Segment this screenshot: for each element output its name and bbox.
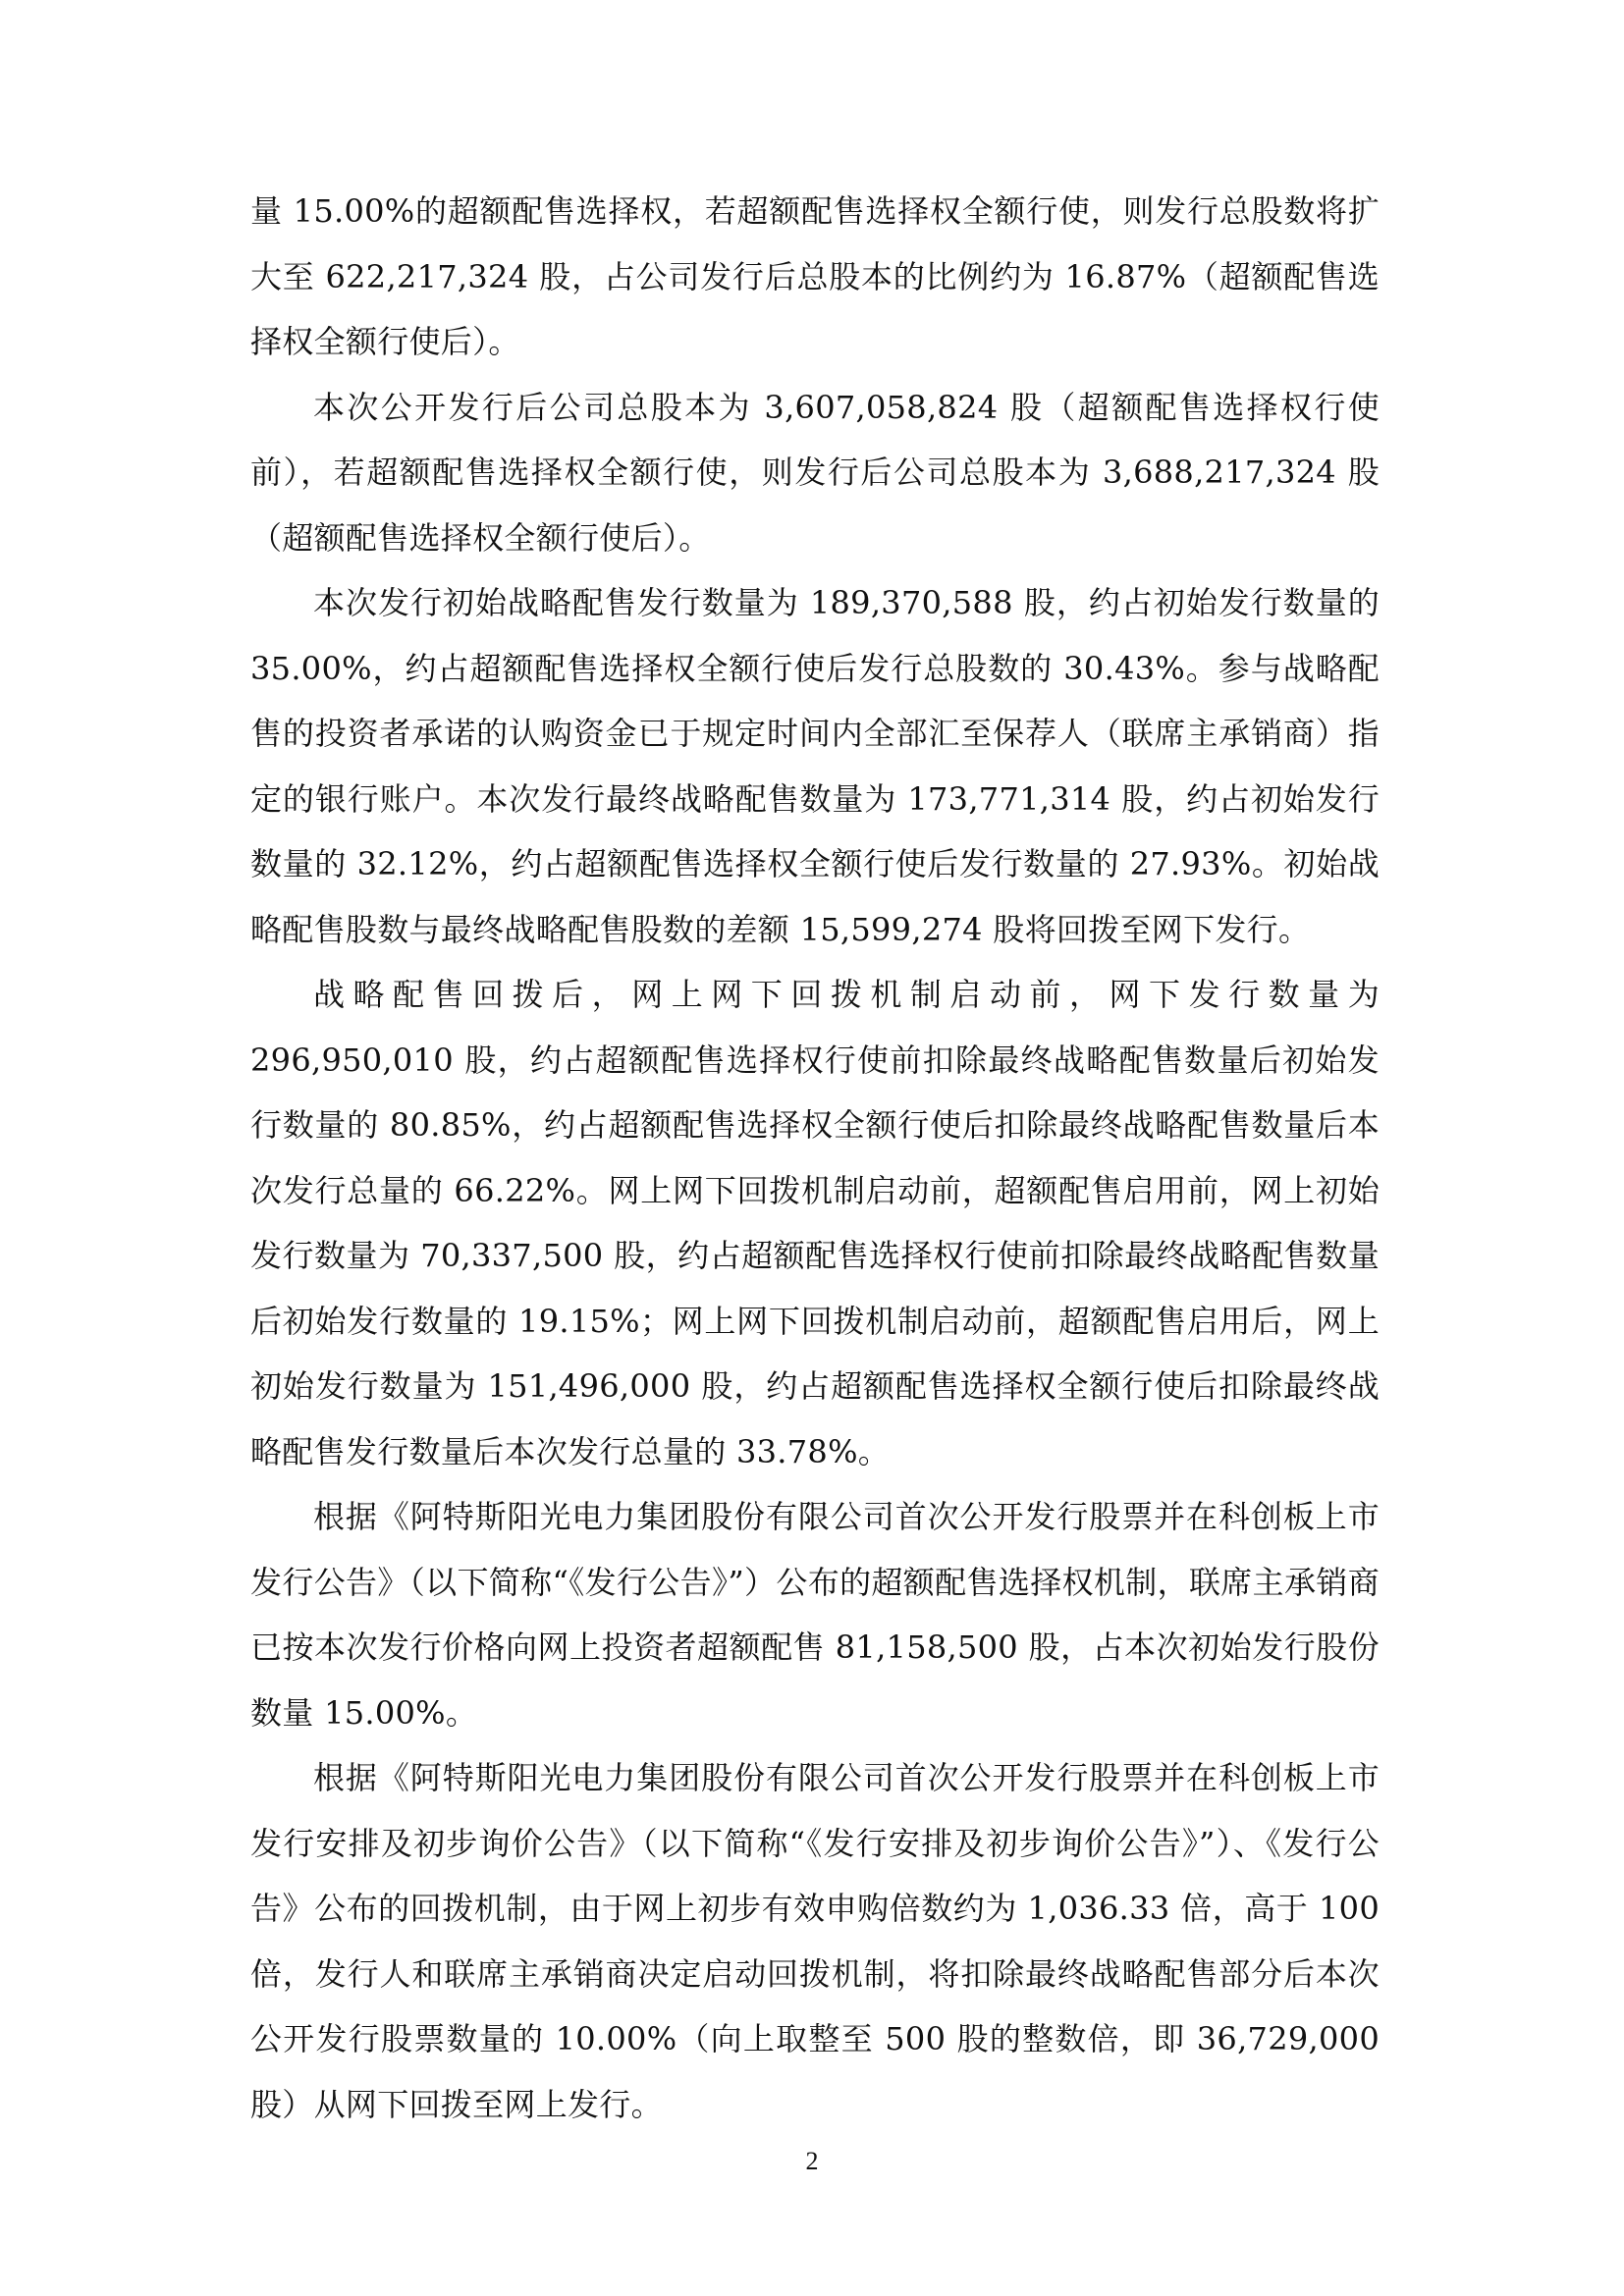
paragraph-6: 根据《阿特斯阳光电力集团股份有限公司首次公开发行股票并在科创板上市发行安排及初步询价公告》（以下简称“《发行安排及初步询价公告》”）、《发行公告》公布的回拨机制，由于网上初步有效申购倍数约为 1,036.33 倍，高于 100 倍，发行人和联席主承销商决定启动回拨机制，将扣除最终战略配售部分后本次公开发行股票数量的 10.00%（向上取整至 500 股的整数倍，即 36,729,000 股）从网下回拨至网上发行。 (250, 1759, 1380, 2123)
paragraph-3: 本次发行初始战略配售发行数量为 189,370,588 股，约占初始发行数量的 35.00%，约占超额配售选择权全额行使后发行总股数的 30.43%。参与战略配售的投资者承诺的认购资金已于规定时间内全部汇至保荐人（联席主承销商）指定的银行账户。本次发行最终战略配售数量为 173,771,314 股，约占初始发行数量的 32.12%，约占超额配售选择权全额行使后发行数量的 27.93%。初始战略配售股数与最终战略配售股数的差额 15,599,274 股将回拨至网下发行。 (250, 584, 1380, 948)
body-text (250, 179, 1380, 2137)
paragraph-2: 本次公开发行后公司总股本为 3,607,058,824 股（超额配售选择权行使前），若超额配售选择权全额行使，则发行后公司总股本为 3,688,217,324 股（超额配售选择权全额行使后）。 (250, 388, 1380, 557)
paragraph-5: 根据《阿特斯阳光电力集团股份有限公司首次公开发行股票并在科创板上市发行公告》（以下简称“《发行公告》”）公布的超额配售选择权机制，联席主承销商已按本次发行价格向网上投资者超额配售 81,158,500 股，占本次初始发行股份数量 15.00%。 (250, 1498, 1380, 1732)
paragraph-4: 战略配售回拨后，网上网下回拨机制启动前，网下发行数量为 296,950,010 股，约占超额配售选择权行使前扣除最终战略配售数量后初始发行数量的 80.85%，约占超额配售选择权全额行使后扣除最终战略配售数量后本次发行总量的 66.22%。网上网下回拨机制启动前，超额配售启用前，网上初始发行数量为 70,337,500 股，约占超额配售选择权行使前扣除最终战略配售数量后初始发行数量的 19.15%；网上网下回拨机制启动前，超额配售启用后，网上初始发行数量为 151,496,000 股，约占超额配售选择权全额行使后扣除最终战略配售发行数量后本次发行总量的 33.78%。 (250, 976, 1380, 1470)
page-number: 2 (805, 2147, 819, 2175)
paragraph-1: 量 15.00%的超额配售选择权，若超额配售选择权全额行使，则发行总股数将扩大至 622,217,324 股，占公司发行后总股本的比例约为 16.87%（超额配售选择权全额行使后）。 (250, 192, 1380, 360)
